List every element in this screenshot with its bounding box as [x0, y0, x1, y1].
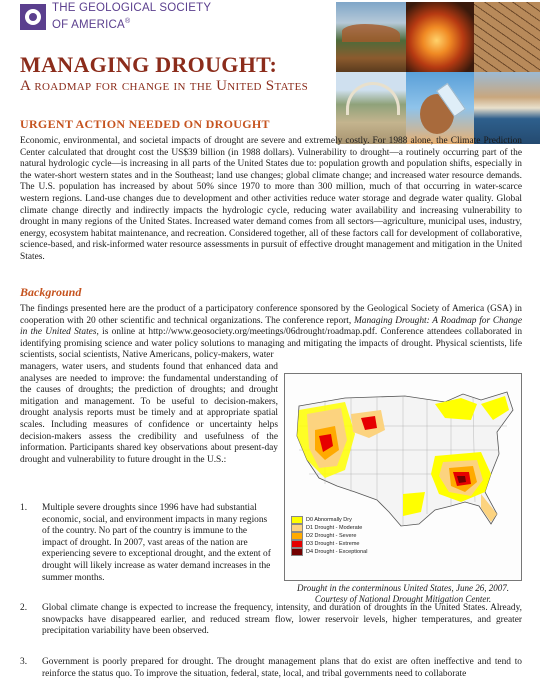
- background-paragraph-2: managers, water users, and students found that enhanced data and analyses are needed to improve: the fundamental understanding of the causes of droughts; the prediction of droughts; and drought mitigation and management. To be useful to decision-makers, drought analysis reports must be timely and at appropriate spatial scales. Including measures of confidence or uncertainty helps decision-makers assess the credibility and usefulness of the information. Participants shared key observations about present-day drought and vulnerability to future drought in the U.S.:: [20, 362, 278, 465]
- legend-item-d3: D3 Drought - Extreme: [291, 540, 367, 548]
- legend-item-d4: D4 Drought - Exceptional: [291, 548, 367, 556]
- background-p1-a: The findings presented here are the product of a participatory conference sponsored by the Geological Society of America (GSA) in cooperation with 20 other scientific and technical organizations. The conference report,: [20, 304, 522, 326]
- list-item-1-number: 1.: [20, 503, 28, 513]
- map-legend: [291, 516, 367, 556]
- background-paragraph-1: [20, 304, 522, 362]
- report-title: Managing Drought: A Roadmap for Change in the United States: [20, 315, 523, 338]
- org-name-line1: THE GEOLOGICAL SOCIETY: [52, 2, 212, 14]
- page-title: MANAGING DROUGHT:: [20, 52, 278, 77]
- section-heading-urgent: URGENT ACTION NEEDED ON DROUGHT: [20, 117, 270, 131]
- page-subtitle: A roadmap for change in the United States: [20, 78, 309, 94]
- registered-mark: ®: [124, 18, 131, 25]
- background-p1-b: , is online at http://www.geosociety.org/meetings/06drought/roadmap.pdf. Conference attendees collaborated in identifying promising science and water policy solutions to managing and mitigating the impacts of drought. Physical scientists, life scientists, social scientists, Native Americans, policy-makers, water: [20, 327, 523, 361]
- photo-forest-mountain: [336, 2, 406, 72]
- list-item-3-number: 3.: [20, 657, 28, 667]
- list-item-2-text: Global climate change is expected to increase the frequency, intensity, and duration of droughts in the United States. Already, snowpacks have disappeared earlier, and reduced stream flow, lower reservoir levels, higher temperatures, and greater precipitation variability have been observed.: [42, 603, 522, 637]
- map-caption-line1: Drought in the conterminous United States, June 26, 2007.: [297, 583, 509, 593]
- photo-wildfire: [406, 2, 474, 72]
- map-caption: [284, 583, 522, 605]
- list-item-3-text: Government is poorly prepared for drought. The drought management plans that do exist are often ineffective and tend to reinforce the status quo. To improve the situation, federal, state, local, and tribal governments need to collaborate: [42, 657, 522, 679]
- org-name: [52, 2, 332, 32]
- legend-item-d1: D1 Drought - Moderate: [291, 524, 367, 532]
- list-item-1-text: Multiple severe droughts since 1996 have had substantial economic, social, and environment impacts in many regions of the country. No part of the country is immune to the impact of drought. In 2007, vast areas of the nation are experiencing severe to exceptional drought, and the extent of drought will likely increase as water demand increases in the summer months.: [42, 503, 271, 583]
- section-urgent-text: Economic, environmental, and societal impacts of drought are severe and extremely costly. For 1988 alone, the Climate Prediction Center calculated that drought cost the US$39 billion (in 1988 dollars). Vulnerability to drought—a routinely occurring part of the natural hydrologic cycle—is increasing in all parts of the United States due to: population growth and population shifts, especially in the water-short western states and in the Southeast; land use changes; global climate change; and increased water resource demands. The U.S. population has increased by about 50% since 1970 to more than 300 million, much of that occurring in water-scarce western regions. Land-use changes due to development and other activities reduce water storage and degrade water quality. Global climate change directly and indirectly impacts the hydrologic cycle, reducing water availability and increasing vulnerability to drought in many regions of the United States. Increased water demand comes from all sectors—agriculture, municipal uses, industry, energy, ecosystem habitat maintenance, and recreation. Considered together, all of these factors call for development of collaborative, science-based, and risk-informed water resource assessments in pursuit of effective drought management and mitigation in the United States.: [20, 136, 523, 262]
- photo-collage: [336, 2, 540, 144]
- photo-cracked-earth: [474, 2, 540, 72]
- photo-dry-lakebed: [336, 72, 406, 144]
- legend-item-d2: D2 Drought - Severe: [291, 532, 367, 540]
- drought-map-figure: [284, 373, 522, 581]
- photo-man-drinking-water: [406, 72, 474, 144]
- list-item-2-number: 2.: [20, 603, 28, 613]
- photo-reservoir: [474, 72, 540, 144]
- map-caption-line2: Courtesy of National Drought Mitigation Center.: [314, 594, 492, 604]
- section-heading-background: Background: [20, 285, 82, 299]
- legend-item-d0: D0 Abnormally Dry: [291, 516, 367, 524]
- gsa-logo-icon: [20, 4, 46, 30]
- org-name-line2: OF AMERICA: [52, 18, 125, 31]
